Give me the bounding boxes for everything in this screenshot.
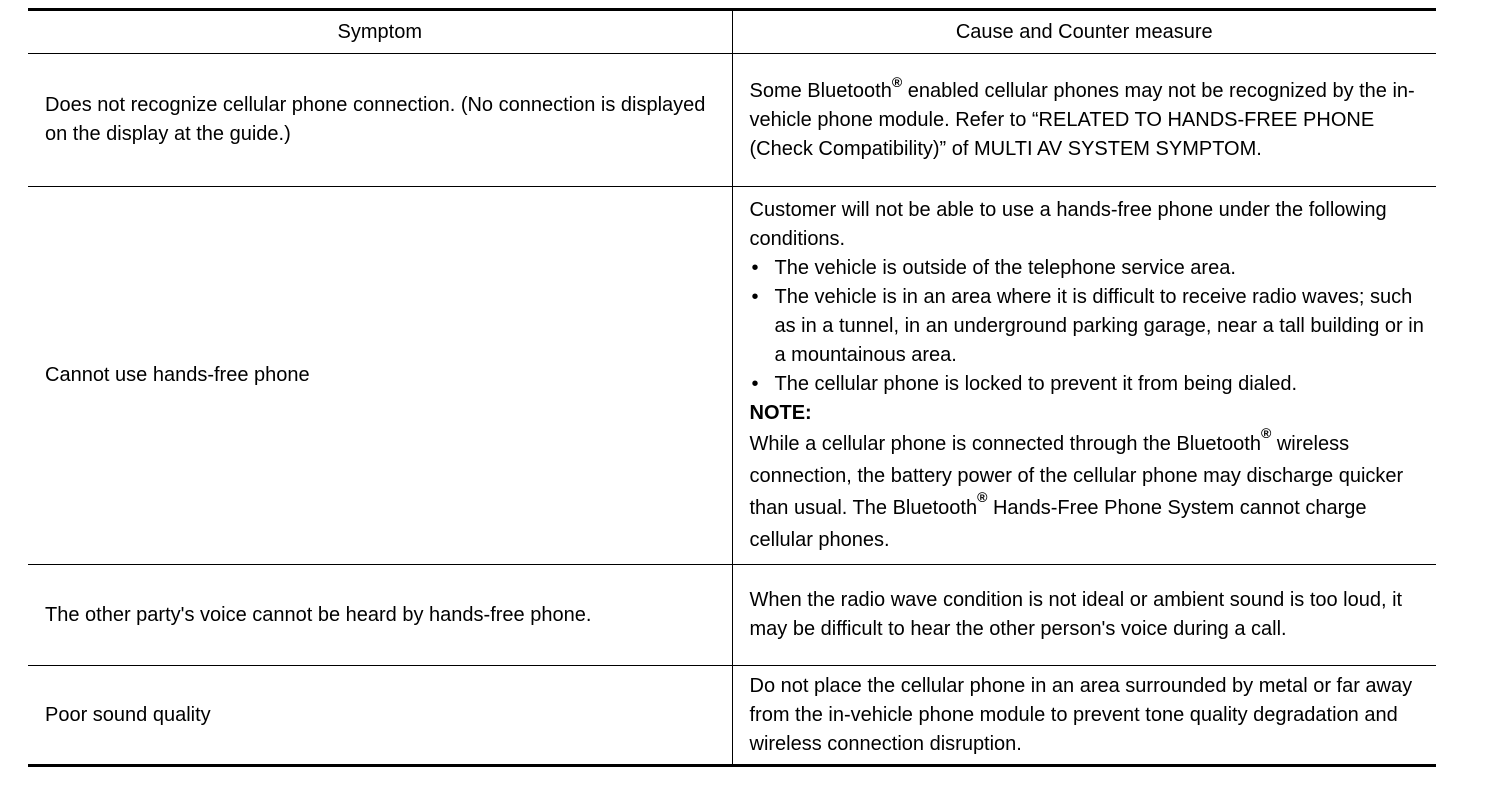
symptom-column-header: Symptom — [28, 10, 732, 54]
note-text-part: Hands-Free Phone System cannot charge cellular phones. — [749, 496, 1367, 551]
table-header-row — [28, 10, 1436, 54]
bullet-icon: • — [751, 372, 759, 395]
list-item — [750, 283, 1429, 370]
registered-mark: ® — [891, 73, 903, 90]
registered-mark: ® — [977, 488, 988, 505]
bullet-icon: • — [751, 256, 759, 279]
cause-cell: Do not place the cellular phone in an area surrounded by metal or far away from the in-vehicle phone module to prevent tone quality degradation and wireless connection disruption. — [732, 666, 1436, 766]
cause-cell: When the radio wave condition is not ideal or ambient sound is too loud, it may be difficult to hear the other person's voice during a call. — [732, 565, 1436, 666]
note-text-part: While a cellular phone is connected through the Bluetooth — [749, 432, 1261, 455]
note-label: NOTE: — [749, 401, 812, 424]
list-item-text: The vehicle is outside of the telephone service area. — [774, 256, 1236, 279]
symptom-cell: Poor sound quality — [28, 666, 732, 766]
list-item — [750, 254, 1429, 283]
bullet-icon: • — [751, 285, 759, 308]
cause-text: Some Bluetooth — [749, 79, 892, 102]
table-row — [28, 565, 1436, 666]
symptom-table — [28, 8, 1436, 767]
symptom-cell: Cannot use hands-free phone — [28, 187, 732, 565]
symptom-cell: Does not recognize cellular phone connection. (No connection is displayed on the display at the guide.) — [28, 54, 732, 187]
cause-column-header: Cause and Counter measure — [732, 10, 1436, 54]
cause-cell — [732, 187, 1436, 565]
cause-text: enabled cellular phones may not be recognized by the in-vehicle phone module. Refer to “RELATED TO HANDS-FREE PHONE (Check Compatibility)” of MULTI AV SYSTEM SYMPTOM. — [749, 79, 1415, 160]
table-row — [28, 666, 1436, 766]
cause-cell — [732, 54, 1436, 187]
cause-intro: Customer will not be able to use a hands-free phone under the following conditions. — [749, 198, 1387, 250]
note-text — [749, 424, 1429, 556]
note-text-part: wireless connection, the battery power of the cellular phone may discharge quicker than usual. The Bluetooth — [749, 432, 1404, 519]
registered-mark: ® — [1260, 424, 1272, 441]
table-row — [28, 187, 1436, 565]
list-item — [750, 370, 1429, 399]
list-item-text: The vehicle is in an area where it is difficult to receive radio waves; such as in a tunnel, in an underground parking garage, near a tall building or in a mountainous area. — [774, 285, 1424, 366]
symptom-cell: The other party's voice cannot be heard by hands-free phone. — [28, 565, 732, 666]
list-item-text: The cellular phone is locked to prevent it from being dialed. — [774, 372, 1298, 395]
table-row — [28, 54, 1436, 187]
